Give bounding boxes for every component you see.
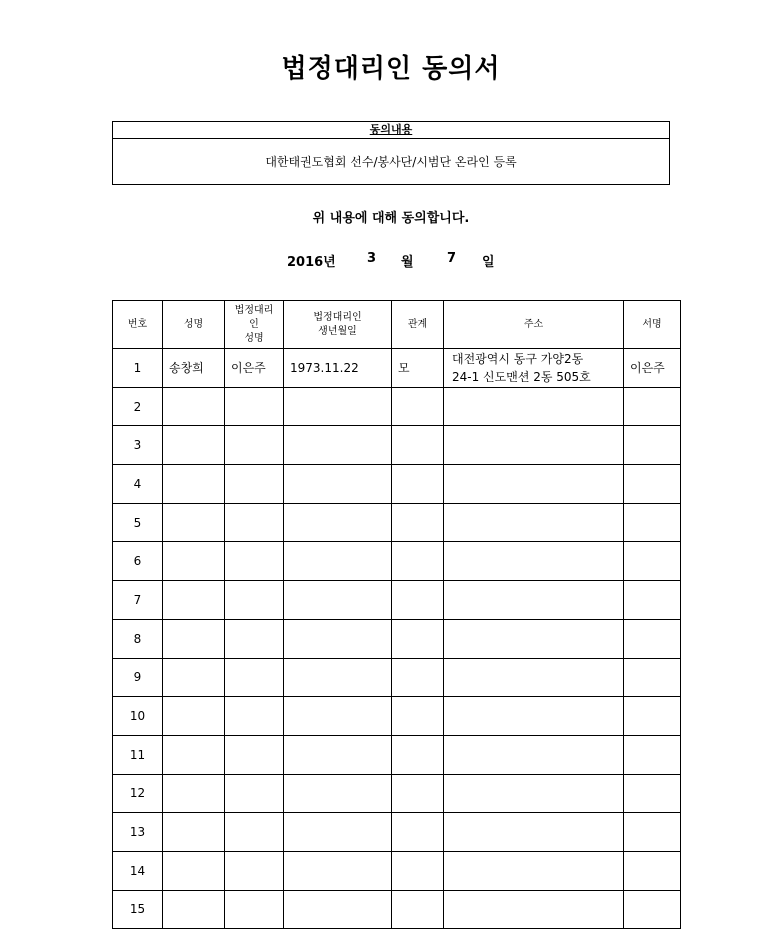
table-header-row <box>113 301 681 349</box>
row-guardian-name <box>225 426 284 465</box>
table-row <box>113 426 681 465</box>
row-number: 10 <box>113 697 163 736</box>
row-relation <box>392 542 444 581</box>
row-guardian-name <box>225 619 284 658</box>
row-relation <box>392 426 444 465</box>
row-guardian-birth <box>284 658 392 697</box>
row-guardian-birth <box>284 619 392 658</box>
row-signature <box>624 813 681 852</box>
date-month: 3 <box>367 251 377 266</box>
row-address-line2: 24-1 신도맨션 2동 505호 <box>452 369 591 384</box>
row-number: 14 <box>113 851 163 890</box>
row-name <box>163 619 225 658</box>
row-guardian-name <box>225 774 284 813</box>
header-guardian-name-line1: 법정대리 <box>234 304 274 316</box>
table-row <box>113 813 681 852</box>
row-relation <box>392 813 444 852</box>
row-number: 11 <box>113 735 163 774</box>
row-address <box>444 465 624 504</box>
row-name <box>163 387 225 426</box>
row-relation <box>392 774 444 813</box>
table-row <box>113 890 681 929</box>
header-guardian-birth <box>284 301 392 349</box>
row-address <box>444 542 624 581</box>
row-relation <box>392 503 444 542</box>
header-guardian-name <box>225 301 284 349</box>
date-day-unit: 일 <box>482 255 495 270</box>
row-signature <box>624 465 681 504</box>
row-relation <box>392 387 444 426</box>
row-address-line1: 대전광역시 동구 가양2동 <box>452 351 584 366</box>
header-number: 번호 <box>113 301 163 349</box>
header-guardian-birth-line1: 법정대리인 <box>313 311 362 323</box>
date-month-unit: 월 <box>401 255 414 270</box>
row-address <box>444 581 624 620</box>
row-guardian-name <box>225 503 284 542</box>
row-relation <box>392 851 444 890</box>
table-row <box>113 619 681 658</box>
row-name <box>163 735 225 774</box>
table-row <box>113 503 681 542</box>
row-guardian-birth: 1973.11.22 <box>284 349 392 388</box>
table-row <box>113 387 681 426</box>
table-row <box>113 465 681 504</box>
row-relation <box>392 581 444 620</box>
agree-statement: 위 내용에 대해 동의합니다. <box>312 211 470 226</box>
row-signature <box>624 735 681 774</box>
header-name: 성명 <box>163 301 225 349</box>
row-signature <box>624 387 681 426</box>
row-number: 3 <box>113 426 163 465</box>
row-guardian-name <box>225 735 284 774</box>
row-guardian-name <box>225 542 284 581</box>
consent-header: 동의내용 <box>113 122 669 139</box>
table-row <box>113 581 681 620</box>
row-guardian-name <box>225 658 284 697</box>
row-guardian-name: 이은주 <box>225 349 284 388</box>
row-number: 15 <box>113 890 163 929</box>
row-name <box>163 774 225 813</box>
row-guardian-birth <box>284 426 392 465</box>
row-address <box>444 890 624 929</box>
row-guardian-birth <box>284 503 392 542</box>
row-guardian-name <box>225 851 284 890</box>
row-name <box>163 465 225 504</box>
row-number: 4 <box>113 465 163 504</box>
row-address <box>444 349 624 388</box>
row-guardian-birth <box>284 890 392 929</box>
table-row <box>113 851 681 890</box>
row-relation <box>392 619 444 658</box>
date-day: 7 <box>447 251 457 266</box>
consent-body: 대한태권도협회 선수/봉사단/시범단 온라인 등록 <box>265 155 517 169</box>
row-name: 송창희 <box>163 349 225 388</box>
row-guardian-birth <box>284 774 392 813</box>
row-signature <box>624 774 681 813</box>
row-name <box>163 658 225 697</box>
row-address <box>444 697 624 736</box>
header-relation: 관계 <box>392 301 444 349</box>
row-number: 2 <box>113 387 163 426</box>
row-number: 8 <box>113 619 163 658</box>
header-guardian-name-line3: 성명 <box>244 332 264 344</box>
row-address <box>444 735 624 774</box>
row-name <box>163 503 225 542</box>
row-address <box>444 774 624 813</box>
row-guardian-birth <box>284 813 392 852</box>
row-number: 1 <box>113 349 163 388</box>
row-name <box>163 581 225 620</box>
row-guardian-birth <box>284 851 392 890</box>
row-name <box>163 426 225 465</box>
row-relation <box>392 735 444 774</box>
row-address <box>444 851 624 890</box>
header-signature: 서명 <box>624 301 681 349</box>
row-name <box>163 697 225 736</box>
row-address <box>444 387 624 426</box>
row-signature <box>624 426 681 465</box>
row-relation <box>392 890 444 929</box>
row-relation <box>392 697 444 736</box>
document-title: 법정대리인 동의서 <box>281 54 501 84</box>
row-guardian-birth <box>284 542 392 581</box>
row-relation <box>392 658 444 697</box>
row-number: 6 <box>113 542 163 581</box>
row-number: 5 <box>113 503 163 542</box>
row-guardian-name <box>225 387 284 426</box>
row-guardian-birth <box>284 697 392 736</box>
table-row <box>113 774 681 813</box>
row-signature <box>624 658 681 697</box>
row-number: 12 <box>113 774 163 813</box>
table-row <box>113 697 681 736</box>
row-number: 9 <box>113 658 163 697</box>
row-signature <box>624 619 681 658</box>
row-guardian-name <box>225 697 284 736</box>
row-signature <box>624 851 681 890</box>
table-row <box>113 542 681 581</box>
row-signature <box>624 542 681 581</box>
row-address <box>444 658 624 697</box>
row-guardian-birth <box>284 735 392 774</box>
row-guardian-name <box>225 813 284 852</box>
row-address <box>444 813 624 852</box>
row-name <box>163 542 225 581</box>
row-relation <box>392 465 444 504</box>
row-address <box>444 426 624 465</box>
row-signature <box>624 503 681 542</box>
table-row <box>113 658 681 697</box>
row-guardian-name <box>225 465 284 504</box>
row-signature: 이은주 <box>624 349 681 388</box>
row-guardian-birth <box>284 387 392 426</box>
row-guardian-birth <box>284 465 392 504</box>
row-number: 13 <box>113 813 163 852</box>
header-address: 주소 <box>444 301 624 349</box>
row-signature <box>624 890 681 929</box>
signature-table <box>112 300 681 929</box>
row-guardian-name <box>225 581 284 620</box>
date-year: 2016년 <box>287 255 336 270</box>
row-name <box>163 890 225 929</box>
row-relation: 모 <box>392 349 444 388</box>
row-guardian-name <box>225 890 284 929</box>
row-signature <box>624 581 681 620</box>
header-guardian-name-line2: 인 <box>249 318 259 330</box>
row-address <box>444 503 624 542</box>
row-name <box>163 851 225 890</box>
row-guardian-birth <box>284 581 392 620</box>
row-address <box>444 619 624 658</box>
row-signature <box>624 697 681 736</box>
row-name <box>163 813 225 852</box>
header-guardian-birth-line2: 생년월일 <box>318 325 357 337</box>
row-number: 7 <box>113 581 163 620</box>
table-row <box>113 349 681 388</box>
table-row <box>113 735 681 774</box>
consent-box <box>112 121 670 185</box>
